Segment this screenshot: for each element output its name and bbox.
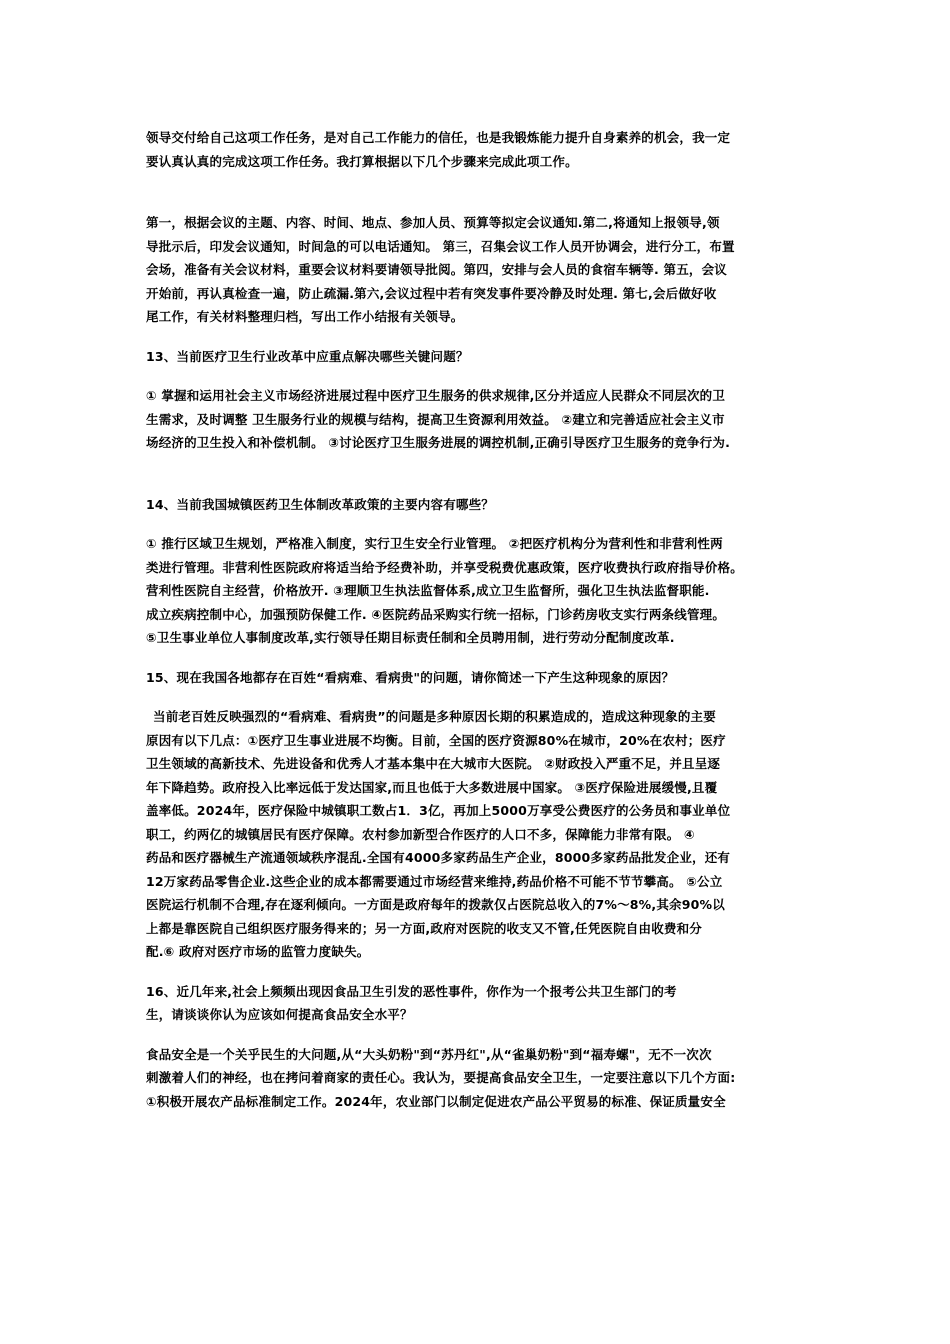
text-line: 会场，准备有关会议材料，重要会议材料要请领导批阅。第四，安排与会人员的食宿车辆等. 第五，会议 — [146, 262, 728, 277]
text-line: 配.⑥ 政府对医疗市场的监管力度缺失。 — [146, 944, 370, 959]
text-line: 尾工作，有关材料整理归档，写出工作小结报有关领导。 — [146, 309, 464, 324]
text-line: 医院运行机制不合理,存在逐利倾向。一方面是政府每年的拨款仅占医院总收入的7%～8%,其余90%以 — [146, 897, 725, 912]
text-line: 年下降趋势。政府投入比率远低于发达国家,而且也低于大多数进展中国家。 ③医疗保险进展缓慢,且覆 — [146, 779, 718, 795]
question-heading: 16、近几年来,社会上频频出现因食品卫生引发的恶性事件，你作为一个报考公共卫生部门的考 — [146, 983, 677, 999]
text-line: ⑤卫生事业单位人事制度改革,实行领导任期目标责任制和全员聘用制，进行劳动分配制度改革. — [146, 630, 675, 645]
text-line: 刺激着人们的神经，也在拷问着商家的责任心。我认为，要提高食品安全卫生，一定要注意以下几个方面: — [146, 1070, 736, 1085]
answer-15 — [146, 705, 810, 964]
text-line: 领导交付给自己这项工作任务，是对自己工作能力的信任，也是我锻炼能力提升自身素养的机会，我一定 — [146, 130, 731, 145]
text-line: 生需求，及时调整 卫生服务行业的规模与结构，提高卫生资源利用效益。 ②建立和完善适应社会主义市 — [146, 411, 725, 427]
text-line: 要认真认真的完成这项工作任务。我打算根据以下几个步骤来完成此项工作。 — [146, 153, 578, 169]
question-13 — [146, 345, 810, 369]
text-line: 盖率低。2024年，医疗保险中城镇职工数占1．3亿，再加上5000万享受公费医疗的公务员和事业单位 — [146, 803, 731, 818]
text-line: 成立疾病控制中心，加强预防保健工作. ④医院药品采购实行统一招标，门诊药房收支实行两条线管理。 — [146, 606, 726, 622]
question-heading: 15、现在我国各地都存在百姓“看病难、看病贵"的问题，请你简述一下产生这种现象的原因？ — [146, 669, 675, 685]
question-heading: 14、当前我国城镇医药卫生体制改革政策的主要内容有哪些？ — [146, 496, 494, 512]
text-line: 类进行管理。非营利性医院政府将适当给予经费补助，并享受税费优惠政策，医疗收费执行政府指导价格。 — [146, 559, 743, 575]
question-heading: 13、当前医疗卫生行业改革中应重点解决哪些关键问题？ — [146, 348, 469, 364]
text-line: 卫生领域的高新技术、先进设备和优秀人才基本集中在大城市大医院。 ②财政投入严重不足，并且呈逐 — [146, 756, 721, 771]
answer-13 — [146, 384, 810, 455]
text-line: ①积极开展农产品标准制定工作。2024年，农业部门以制定促进农产品公平贸易的标准、保证质量安全 — [146, 1093, 726, 1109]
text-line: 开始前，再认真检查一遍，防止疏漏.第六,会议过程中若有突发事件要冷静及时处理. 第七,会后做好收 — [146, 285, 717, 301]
text-line: 12万家药品零售企业.这些企业的成本都需要通过市场经营来维持,药品价格不可能不节节攀高。 ⑤公立 — [146, 873, 723, 889]
text-line: 上都是靠医院自己组织医疗服务得来的；另一方面,政府对医院的收支又不管,任凭医院自由收费和分 — [146, 920, 702, 936]
text-line: 职工，约两亿的城镇居民有医疗保障。农村参加新型合作医疗的人口不多，保障能力非常有限。 ④ — [146, 826, 695, 842]
text-line: 食品安全是一个关乎民生的大问题,从“大头奶粉"到“苏丹红",从“雀巢奶粉"到“福寿螺"，无不一次次 — [146, 1046, 712, 1062]
text-line: 当前老百姓反映强烈的“看病难、看病贵”的问题是多种原因长期的积累造成的，造成这种现象的主要 — [153, 709, 716, 724]
document-body — [146, 126, 810, 1113]
text-line: 原因有以下几点：①医疗卫生事业进展不均衡。目前，全国的医疗资源80%在城市，20%在农村；医疗 — [146, 732, 726, 748]
text-line: ① 掌握和运用社会主义市场经济进展过程中医疗卫生服务的供求规律,区分并适应人民群众不同层次的卫 — [146, 388, 726, 403]
intro-paragraph — [146, 126, 810, 173]
question-heading: 生，请谈谈你认为应该如何提高食品安全水平？ — [146, 1007, 413, 1022]
steps-paragraph — [146, 211, 810, 329]
question-14 — [146, 493, 810, 517]
question-15 — [146, 666, 810, 690]
text-line: 第一，根据会议的主题、内容、时间、地点、参加人员、预算等拟定会议通知.第二,将通知上报领导,领 — [146, 215, 720, 230]
text-line: 导批示后，印发会议通知，时间急的可以电话通知。 第三，召集会议工作人员开协调会，进行分工，布置 — [146, 238, 735, 254]
answer-16 — [146, 1043, 810, 1114]
text-line: 营利性医院自主经营，价格放开. ③理顺卫生执法监督体系,成立卫生监督所，强化卫生执法监督职能. — [146, 583, 710, 598]
text-line: ① 推行区域卫生规划，严格准入制度，实行卫生安全行业管理。 ②把医疗机构分为营利性和非营利性两 — [146, 536, 723, 551]
text-line: 药品和医疗器械生产流通领域秩序混乱.全国有4000多家药品生产企业，8000多家药品批发企业，还有 — [146, 850, 731, 865]
answer-14 — [146, 532, 810, 650]
question-16 — [146, 980, 810, 1027]
text-line: 场经济的卫生投入和补偿机制。 ③讨论医疗卫生服务进展的调控机制,正确引导医疗卫生服务的竞争行为. — [146, 435, 731, 450]
